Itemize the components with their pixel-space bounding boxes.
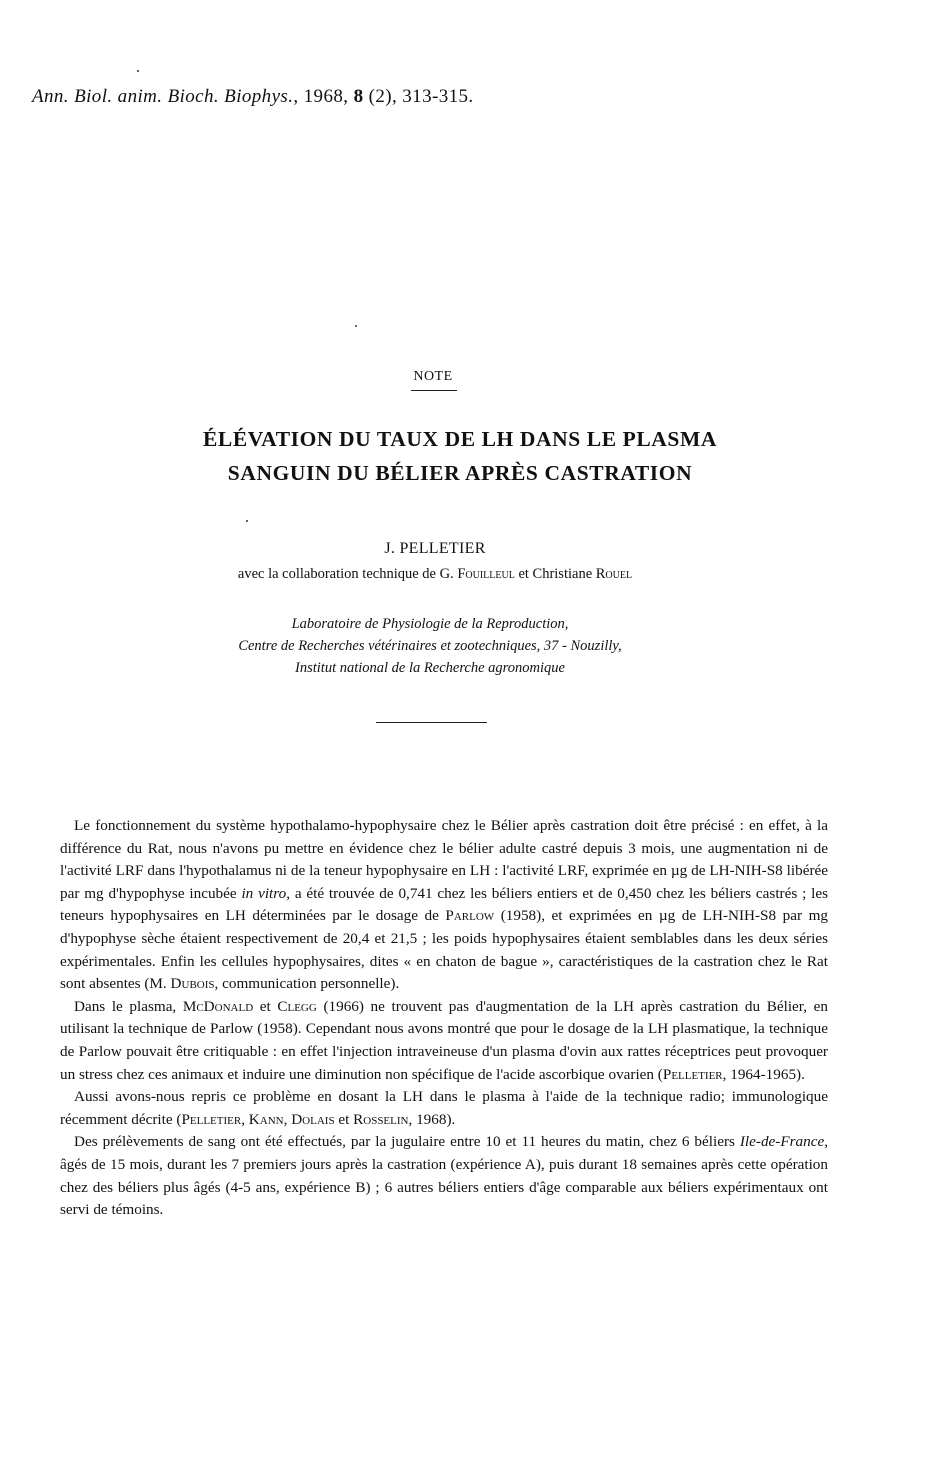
article-title xyxy=(0,422,920,490)
affiliation xyxy=(0,613,860,679)
p2-ref-clegg: Clegg xyxy=(277,997,317,1015)
p4-text-c: , âgés de 15 mois, durant les 7 premiers jours après la castration (expérience A), puis durant 18 semaines après cette opération chez des béliers plus âgés (4-5 ans, expérience B) ; 6 autres béliers entiers d'âge comparable aux béliers expérimentaux ont servi de témoins. xyxy=(60,1133,828,1219)
collab-name-1: Fouilleul xyxy=(457,566,515,582)
note-label: NOTE xyxy=(413,369,453,384)
p2-ref-pelletier: Pelletier xyxy=(662,1065,723,1083)
affiliation-line-3: Institut national de la Recherche agronomique xyxy=(295,660,565,676)
p1-italic-in-vitro: in vitro xyxy=(241,884,287,902)
p1-text-g: , communication personnelle). xyxy=(214,975,400,993)
collab-prefix: avec la collaboration technique de G. xyxy=(237,566,458,582)
p2-ref-mcdonald: McDonald xyxy=(182,997,254,1015)
p3-text-i: , 1968). xyxy=(408,1110,456,1128)
p3-ref-pelletier: Pelletier xyxy=(181,1110,242,1128)
paragraph-3 xyxy=(60,1086,828,1131)
collab-middle: et Christiane xyxy=(514,566,596,582)
p3-text-a: Aussi avons-nous repris ce problème en dosant la LH dans le plasma à l'aide de la technique radio; immunologique récemment décrite ( xyxy=(60,1088,828,1128)
p3-ref-dolais: Dolais xyxy=(291,1110,335,1128)
affiliation-line-1: Laboratoire de Physiologie de la Reproduction, xyxy=(291,616,569,632)
p4-text-a: Des prélèvements de sang ont été effectués, par la jugulaire entre 10 et 11 heures du matin, chez 6 béliers xyxy=(74,1133,740,1151)
citation-line xyxy=(32,86,474,108)
affiliation-line-2: Centre de Recherches vétérinaires et zootechniques, 37 - Nouzilly, xyxy=(238,638,622,654)
p3-ref-rosselin: Rosselin xyxy=(353,1110,409,1128)
scan-speck xyxy=(246,520,248,522)
p4-italic-breed: Ile-de-France xyxy=(739,1133,825,1151)
p2-text-g: , 1964-1965). xyxy=(722,1065,805,1083)
p3-sep-3: et xyxy=(334,1110,354,1128)
p2-text-a: Dans le plasma, xyxy=(74,997,183,1015)
body-text xyxy=(60,815,828,1222)
title-line-1: ÉLÉVATION DU TAUX DE LH DANS LE PLASMA xyxy=(202,427,717,451)
collab-name-2: Rouel xyxy=(595,566,633,582)
p2-text-c: et xyxy=(253,997,278,1015)
paragraph-1 xyxy=(60,815,828,996)
journal-name: Ann. Biol. anim. Bioch. Biophys. xyxy=(32,86,294,107)
p1-text-e: (1958), et exprimées en µg de LH-NIH-S8 par mg d'hypophyse sèche étaient respectivement de 20,4 et 21,5 ; les poids hypophysaires étaient semblables dans les deux séries expérimentales. Enfin les cellules hypophysaires, dites « en chaton de bague », caractéristiques de la castration chez le Rat sont absentes (M. xyxy=(60,907,828,993)
p3-sep-2: , xyxy=(283,1110,292,1128)
p3-ref-kann: Kann xyxy=(248,1110,284,1128)
p3-sep-1: , xyxy=(241,1110,249,1128)
p2-text-e: (1966) ne trouvent pas d'augmentation de la LH après castration du Bélier, en utilisant la technique de Parlow (1958). Cependant nous avons montré que pour le dosage de la LH plasmatique, la technique de Parlow pouvait être critiquable : en effet l'injection intraveineuse d'un plasma d'ovin aux rattes réceptrices peut provoquer un stress chez ces animaux et induire une diminution non spécifique de l'acide ascorbique ovarien ( xyxy=(60,997,828,1083)
scan-speck xyxy=(137,70,139,72)
paragraph-2 xyxy=(60,996,828,1086)
citation-pages: (2), 313-315. xyxy=(363,86,474,107)
author: J. PELLETIER xyxy=(384,540,486,557)
citation-year: , 1968, xyxy=(293,86,354,107)
p1-ref-parlow: Parlow xyxy=(445,907,495,925)
section-divider xyxy=(376,722,487,723)
paragraph-4 xyxy=(60,1131,828,1221)
note-underline xyxy=(411,390,457,391)
p1-text-c: , a été trouvée de 0,741 chez les béliers entiers et de 0,450 chez les béliers castrés ; les teneurs hypophysaires en LH déterminées par le dosage de xyxy=(60,884,828,925)
collaboration-line xyxy=(0,566,870,583)
citation-volume: 8 xyxy=(353,86,364,107)
scan-speck xyxy=(355,325,357,327)
p1-text-a: Le fonctionnement du système hypothalamo-hypophysaire chez le Bélier après castration doit être précisé : en effet, à la différence du Rat, nous n'avons pu mettre en évidence chez le bélier adulte castré depuis 3 mois, une augmentation ni de l'activité LRF dans l'hypothalamus ni de la teneur hypophysaire en LH : l'activité LRF, exprimée en µg de LH-NIH-S8 libérée par mg d'hypophyse incubée xyxy=(60,817,828,902)
p1-ref-dubois: Dubois xyxy=(170,975,215,993)
title-line-2: SANGUIN DU BÉLIER APRÈS CASTRATION xyxy=(227,461,693,485)
